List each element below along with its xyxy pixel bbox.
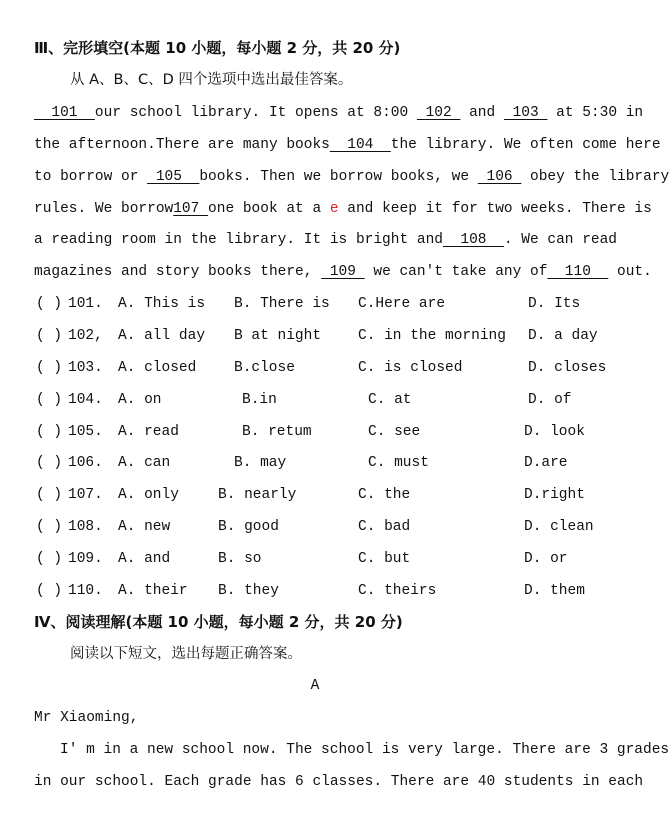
red-letter: e <box>329 201 339 217</box>
option-d[interactable]: D. Its <box>528 296 581 312</box>
option-c[interactable]: C. must <box>368 455 429 471</box>
answer-box[interactable]: ( ) <box>36 487 63 503</box>
option-row-109 <box>34 549 612 569</box>
blank-102[interactable]: 102 <box>416 105 461 121</box>
reading-line-2: in our school. Each grade has 6 classes. There are 40 students in each <box>34 774 644 790</box>
option-row-102 <box>34 326 612 346</box>
answer-box[interactable]: ( ) <box>36 296 63 312</box>
option-b[interactable]: B at night <box>234 328 322 344</box>
question-number: 107. <box>68 487 103 503</box>
option-c[interactable]: C. the <box>358 487 411 503</box>
blank-106[interactable]: 106 <box>477 169 522 185</box>
option-b[interactable]: B. so <box>218 551 262 567</box>
blank-104[interactable]: 104 <box>329 137 391 153</box>
blank-110[interactable]: 110 <box>547 264 609 280</box>
option-d[interactable]: D.are <box>524 455 568 471</box>
blank-108[interactable]: 108 <box>442 232 504 248</box>
option-c[interactable]: C. at <box>368 392 412 408</box>
option-c[interactable]: C.Here are <box>358 296 446 312</box>
answer-box[interactable]: ( ) <box>36 519 63 535</box>
option-row-105 <box>34 422 612 442</box>
option-c[interactable]: C. is closed <box>358 360 463 376</box>
option-a[interactable]: A. closed <box>118 360 197 376</box>
blank-105[interactable]: 105 <box>147 169 200 185</box>
option-d[interactable]: D. of <box>528 392 572 408</box>
question-number: 105. <box>68 424 103 440</box>
option-row-101 <box>34 294 612 314</box>
section-3-instruction: 从 A、B、C、D 四个选项中选出最佳答案。 <box>70 72 353 88</box>
passage-text: rules. We borrow <box>34 201 174 217</box>
answer-box[interactable]: ( ) <box>36 392 63 408</box>
passage-line-6 <box>34 262 652 282</box>
option-a[interactable]: A. all day <box>118 328 206 344</box>
option-b[interactable]: B. There is <box>234 296 330 312</box>
option-a[interactable]: A. This is <box>118 296 206 312</box>
passage-text: books. Then we borrow books, we <box>199 169 478 185</box>
option-row-104 <box>34 390 612 410</box>
question-number: 102, <box>68 328 103 344</box>
option-d[interactable]: D. a day <box>528 328 598 344</box>
passage-text: our school library. It opens at 8:00 <box>94 105 417 121</box>
passage-line-1 <box>34 103 644 123</box>
blank-107[interactable]: 107 <box>173 201 209 217</box>
option-d[interactable]: D. clean <box>524 519 594 535</box>
option-b[interactable]: B.in <box>242 392 277 408</box>
option-d[interactable]: D. closes <box>528 360 607 376</box>
option-b[interactable]: B. retum <box>242 424 312 440</box>
reading-line-1: I' m in a new school now. The school is very large. There are 3 grades <box>60 742 669 758</box>
question-number: 109. <box>68 551 103 567</box>
question-number: 106. <box>68 455 103 471</box>
option-a[interactable]: A. new <box>118 519 171 535</box>
section-3-title: Ⅲ、完形填空(本题 10 小题，每小题 2 分，共 20 分) <box>34 39 401 57</box>
option-row-108 <box>34 517 612 537</box>
blank-103[interactable]: 103 <box>503 105 548 121</box>
option-b[interactable]: B.close <box>234 360 295 376</box>
passage-text: obey the library <box>521 169 669 185</box>
option-d[interactable]: D.right <box>524 487 585 503</box>
question-number: 104. <box>68 392 103 408</box>
passage-text: to borrow or <box>34 169 148 185</box>
option-a[interactable]: A. on <box>118 392 162 408</box>
option-row-103 <box>34 358 612 378</box>
passage-line-4 <box>34 199 652 219</box>
option-d[interactable]: D. look <box>524 424 585 440</box>
question-number: 101. <box>68 296 103 312</box>
answer-box[interactable]: ( ) <box>36 328 63 344</box>
option-b[interactable]: B. nearly <box>218 487 297 503</box>
passage-text: and keep it for two weeks. There is <box>338 201 652 217</box>
blank-101[interactable]: 101 <box>34 105 95 121</box>
passage-text: . We can read <box>503 232 618 248</box>
option-b[interactable]: B. may <box>234 455 287 471</box>
question-number: 108. <box>68 519 103 535</box>
option-a[interactable]: A. can <box>118 455 171 471</box>
passage-line-2 <box>34 135 661 155</box>
passage-text: we can't take any of <box>364 264 548 280</box>
passage-label: A <box>310 678 320 694</box>
option-row-110 <box>34 581 612 601</box>
option-c[interactable]: C. theirs <box>358 583 437 599</box>
option-a[interactable]: A. only <box>118 487 179 503</box>
question-number: 103. <box>68 360 103 376</box>
passage-text: at 5:30 in <box>547 105 644 121</box>
option-c[interactable]: C. see <box>368 424 421 440</box>
passage-text: a reading room in the library. It is bright and <box>34 232 443 248</box>
question-number: 110. <box>68 583 103 599</box>
passage-text: out. <box>608 264 652 280</box>
passage-text: the afternoon.There are many books <box>34 137 330 153</box>
option-d[interactable]: D. or <box>524 551 568 567</box>
answer-box[interactable]: ( ) <box>36 455 63 471</box>
option-c[interactable]: C. but <box>358 551 411 567</box>
answer-box[interactable]: ( ) <box>36 360 63 376</box>
answer-box[interactable]: ( ) <box>36 551 63 567</box>
option-a[interactable]: A. read <box>118 424 179 440</box>
passage-text: magazines and story books there, <box>34 264 322 280</box>
option-d[interactable]: D. them <box>524 583 585 599</box>
answer-box[interactable]: ( ) <box>36 583 63 599</box>
passage-line-5 <box>34 230 618 250</box>
option-row-106 <box>34 453 612 473</box>
section-4-instruction: 阅读以下短文，选出每题正确答案。 <box>70 646 302 662</box>
option-c[interactable]: C. bad <box>358 519 411 535</box>
passage-text: the library. We often come here <box>390 137 661 153</box>
option-b[interactable]: B. they <box>218 583 279 599</box>
blank-109[interactable]: 109 <box>321 264 365 280</box>
answer-box[interactable]: ( ) <box>36 424 63 440</box>
option-row-107 <box>34 485 612 505</box>
letter-salutation: Mr Xiaoming, <box>34 710 139 726</box>
option-a[interactable]: A. their <box>118 583 188 599</box>
option-b[interactable]: B. good <box>218 519 279 535</box>
section-4-title: Ⅳ、阅读理解(本题 10 小题，每小题 2 分，共 20 分) <box>34 613 403 631</box>
passage-text: and <box>460 105 504 121</box>
option-c[interactable]: C. in the morning <box>358 328 506 344</box>
option-a[interactable]: A. and <box>118 551 171 567</box>
passage-text: one book at a <box>208 201 330 217</box>
passage-line-3 <box>34 167 669 187</box>
